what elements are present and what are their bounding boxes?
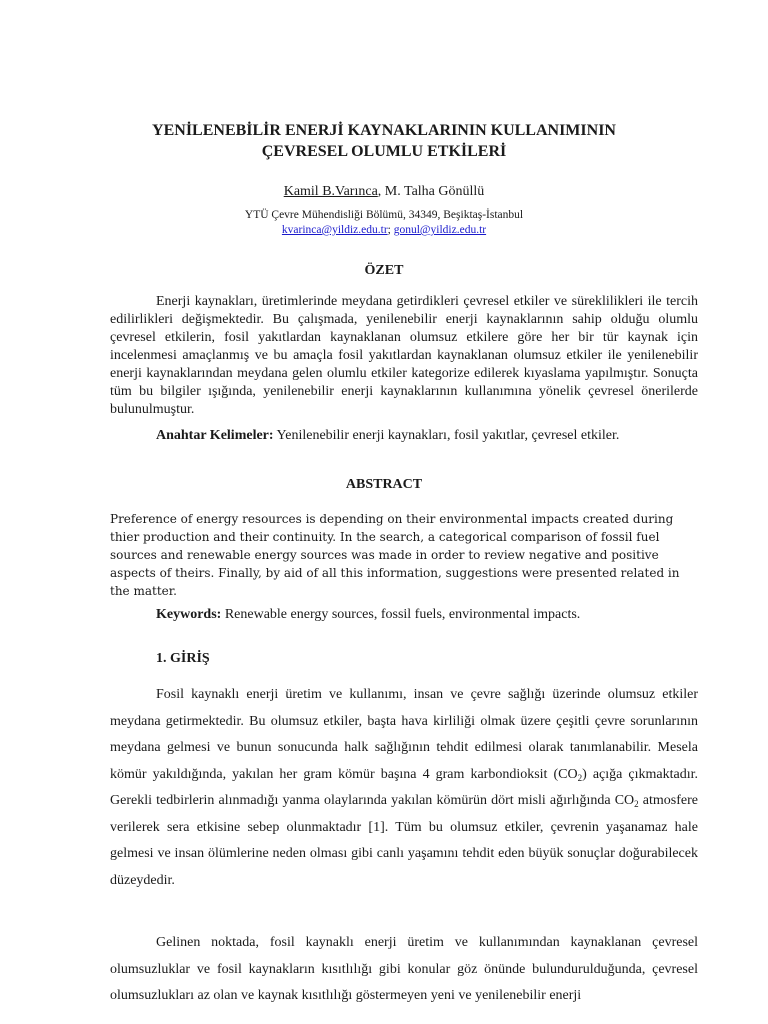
giris-paragraph-2: Gelinen noktada, fosil kaynaklı enerji üretim ve kullanımından kaynaklanan çevresel olumsuzluklar ve fosil kaynakların kısıtlılığı gibi konular göz önünde bulundurulduğunda, çevresel olumsuzlukları az olan ve kaynak kısıtlılığı göstermeyen yeni ve yenilenebilir enerji xyxy=(110,935,698,1003)
author-2: M. Talha Gönüllü xyxy=(384,184,485,199)
author-separator: , xyxy=(377,184,385,199)
email-separator: ; xyxy=(387,224,394,236)
giris-p1-part-c: atmosfere verilerek sera etkisine sebep olunmaktadır [1]. Tüm bu olumsuz etkiler, çevrenin yaşanamaz hale gelmesi ve insan ölümlerine neden olması gibi canlı yaşamını tehdit eden büyük sonuçlar doğurabilecek düzeydedir. xyxy=(110,793,698,888)
affiliation: YTÜ Çevre Mühendisliği Bölümü, 34349, Beşiktaş-İstanbul xyxy=(244,209,524,221)
keywords-tr xyxy=(156,427,704,445)
abstract-heading: ABSTRACT xyxy=(345,477,423,492)
title-line-2: ÇEVRESEL OLUMLU ETKİLERİ xyxy=(261,143,507,160)
ozet-heading: ÖZET xyxy=(364,263,404,278)
paper-title xyxy=(110,120,658,162)
giris-p1-part-a: Fosil kaynaklı enerji üretim ve kullanımı, insan ve çevre sağlığı üzerinde olumsuz etkiler meydana getirmektedir. Bu olumsuz etkiler, başta hava kirliliği olmak üzere çeşitli çevre sorunlarının meydana gelmesi ve bunun sonucunda halk sağlığının tehdit edilmesi olarak tanımlanabilir. Mesela kömür yakıldığında, yakılan her gram kömür başına 4 gram karbondioksit (CO xyxy=(110,687,698,782)
email-link-2[interactable]: gonul@yildiz.edu.tr xyxy=(393,224,487,236)
author-1: Kamil B.Varınca xyxy=(283,184,378,199)
giris-paragraph-1 xyxy=(110,682,698,894)
author-list xyxy=(110,183,658,201)
abstract-paragraph: Preference of energy resources is depending on their environmental impacts created during thier production and their continuity. In the search, a categorical comparison of fossil fuel sources and renewable energy sources was made in order to review negative and positive aspects of theirs. Finally, by aid of all this information, suggestions were presented related in the matter. xyxy=(110,512,680,598)
giris-p1-part-b: ) açığa çıkmaktadır. Gerekli tedbirlerin alınmadığı yanma olaylarında yakılan kömürün dört misli ağırlığında CO xyxy=(110,766,698,808)
keywords-en-label: Keywords: xyxy=(156,607,222,622)
co2-subscript-2: 2 xyxy=(634,799,639,809)
email-link-1[interactable]: kvarinca@yildiz.edu.tr xyxy=(281,224,388,236)
email-list xyxy=(110,223,658,238)
title-line-1: YENİLENEBİLİR ENERJİ KAYNAKLARININ KULLANIMININ xyxy=(152,122,616,139)
section-heading-giris: 1. GİRİŞ xyxy=(156,651,210,666)
co2-subscript-1: 2 xyxy=(577,772,583,783)
keywords-tr-label: Anahtar Kelimeler: xyxy=(156,428,274,443)
keywords-en xyxy=(156,606,704,624)
keywords-tr-text: Yenilenebilir enerji kaynakları, fosil yakıtlar, çevresel etkiler. xyxy=(273,428,620,443)
keywords-en-text: Renewable energy sources, fossil fuels, environmental impacts. xyxy=(221,607,581,622)
ozet-paragraph: Enerji kaynakları, üretimlerinde meydana getirdikleri çevresel etkiler ve süreklilikleri ile tercih edilirlikleri değişmektedir. Bu çalışmada, yenilenebilir enerji kaynaklarının sahip olduğu olumlu çevresel etkilerin, fosil yakıtlardan kaynaklanan olumsuz etkilere göre her bir tür kaynak için incelenmesi amaçlanmış ve bu amaçla fosil yakıtlardan kaynaklanan olumsuz etkiler ile yenilenebilir enerji kaynaklarından meydana gelen olumlu etkiler kategorize edilerek kıyaslama yapılmıştır. Sonuçta tüm bu bilgiler ışığında, yenilenebilir enerji kaynaklarının kullanımına yönelik çevresel önerilerde bulunulmuştur. xyxy=(110,294,698,417)
